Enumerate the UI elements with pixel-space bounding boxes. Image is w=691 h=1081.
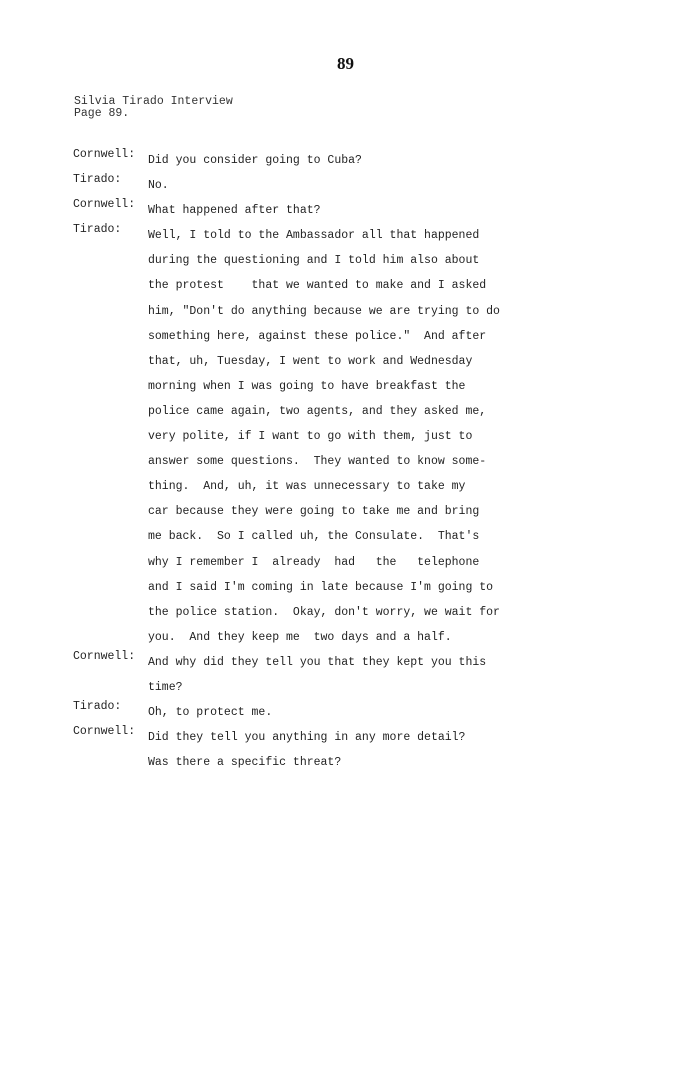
speech-line: thing. And, uh, it was unnecessary to take my	[148, 480, 466, 494]
speech-line: very polite, if I want to go with them, just to	[148, 430, 473, 444]
speech-line: you. And they keep me two days and a half.	[148, 630, 452, 644]
speech-text	[148, 173, 543, 198]
speech-line: that, uh, Tuesday, I went to work and Wednesday	[148, 354, 473, 368]
page-number: 89	[337, 54, 354, 73]
speaker-label: Tirado:	[73, 173, 122, 187]
speaker-label: Cornwell:	[73, 650, 136, 663]
speech-text	[148, 148, 543, 173]
speech-line: morning when I was going to have breakfast the	[148, 379, 466, 393]
document-page-label: Page 89.	[74, 107, 130, 120]
speech-text	[148, 198, 543, 223]
speaker-label: Tirado:	[73, 223, 122, 237]
speech-line: car because they were going to take me and bring	[148, 505, 480, 519]
speaker-label: Tirado:	[73, 700, 122, 714]
speech-line: What happened after that?	[148, 204, 321, 218]
speech-line: during the questioning and I told him also about	[148, 254, 480, 268]
speech-line: him, "Don't do anything because we are trying to do	[148, 304, 500, 318]
speech-line: me back. So I called uh, the Consulate. That's	[148, 530, 480, 544]
speaker-label: Cornwell:	[73, 148, 136, 161]
speech-line: And why did they tell you that they kept you this	[148, 656, 487, 669]
speech-line: time?	[148, 681, 183, 695]
speech-text	[148, 725, 543, 775]
speech-line: answer some questions. They wanted to know some-	[148, 455, 487, 469]
speech-line: Was there a specific threat?	[148, 756, 342, 770]
speech-line: why I remember I already had the telephone	[148, 555, 480, 569]
speech-line: and I said I'm coming in late because I'm going to	[148, 580, 494, 594]
speech-text	[148, 223, 543, 650]
speech-line: the protest that we wanted to make and I asked	[148, 279, 487, 293]
speech-line: Oh, to protect me.	[148, 706, 273, 720]
speech-line: something here, against these police." And after	[148, 329, 487, 343]
speech-line: Did you consider going to Cuba?	[148, 154, 362, 167]
speech-text	[148, 700, 543, 725]
speaker-label: Cornwell:	[73, 198, 136, 212]
speech-line: the police station. Okay, don't worry, we wait for	[148, 605, 500, 619]
speaker-label: Cornwell:	[73, 725, 136, 739]
speech-line: Well, I told to the Ambassador all that happened	[148, 229, 480, 243]
document-title: Silvia Tirado Interview	[74, 95, 233, 108]
speech-text	[148, 650, 543, 700]
speech-line: Did they tell you anything in any more detail?	[148, 731, 466, 745]
speech-line: police came again, two agents, and they asked me,	[148, 404, 487, 418]
speech-line: No.	[148, 179, 169, 193]
